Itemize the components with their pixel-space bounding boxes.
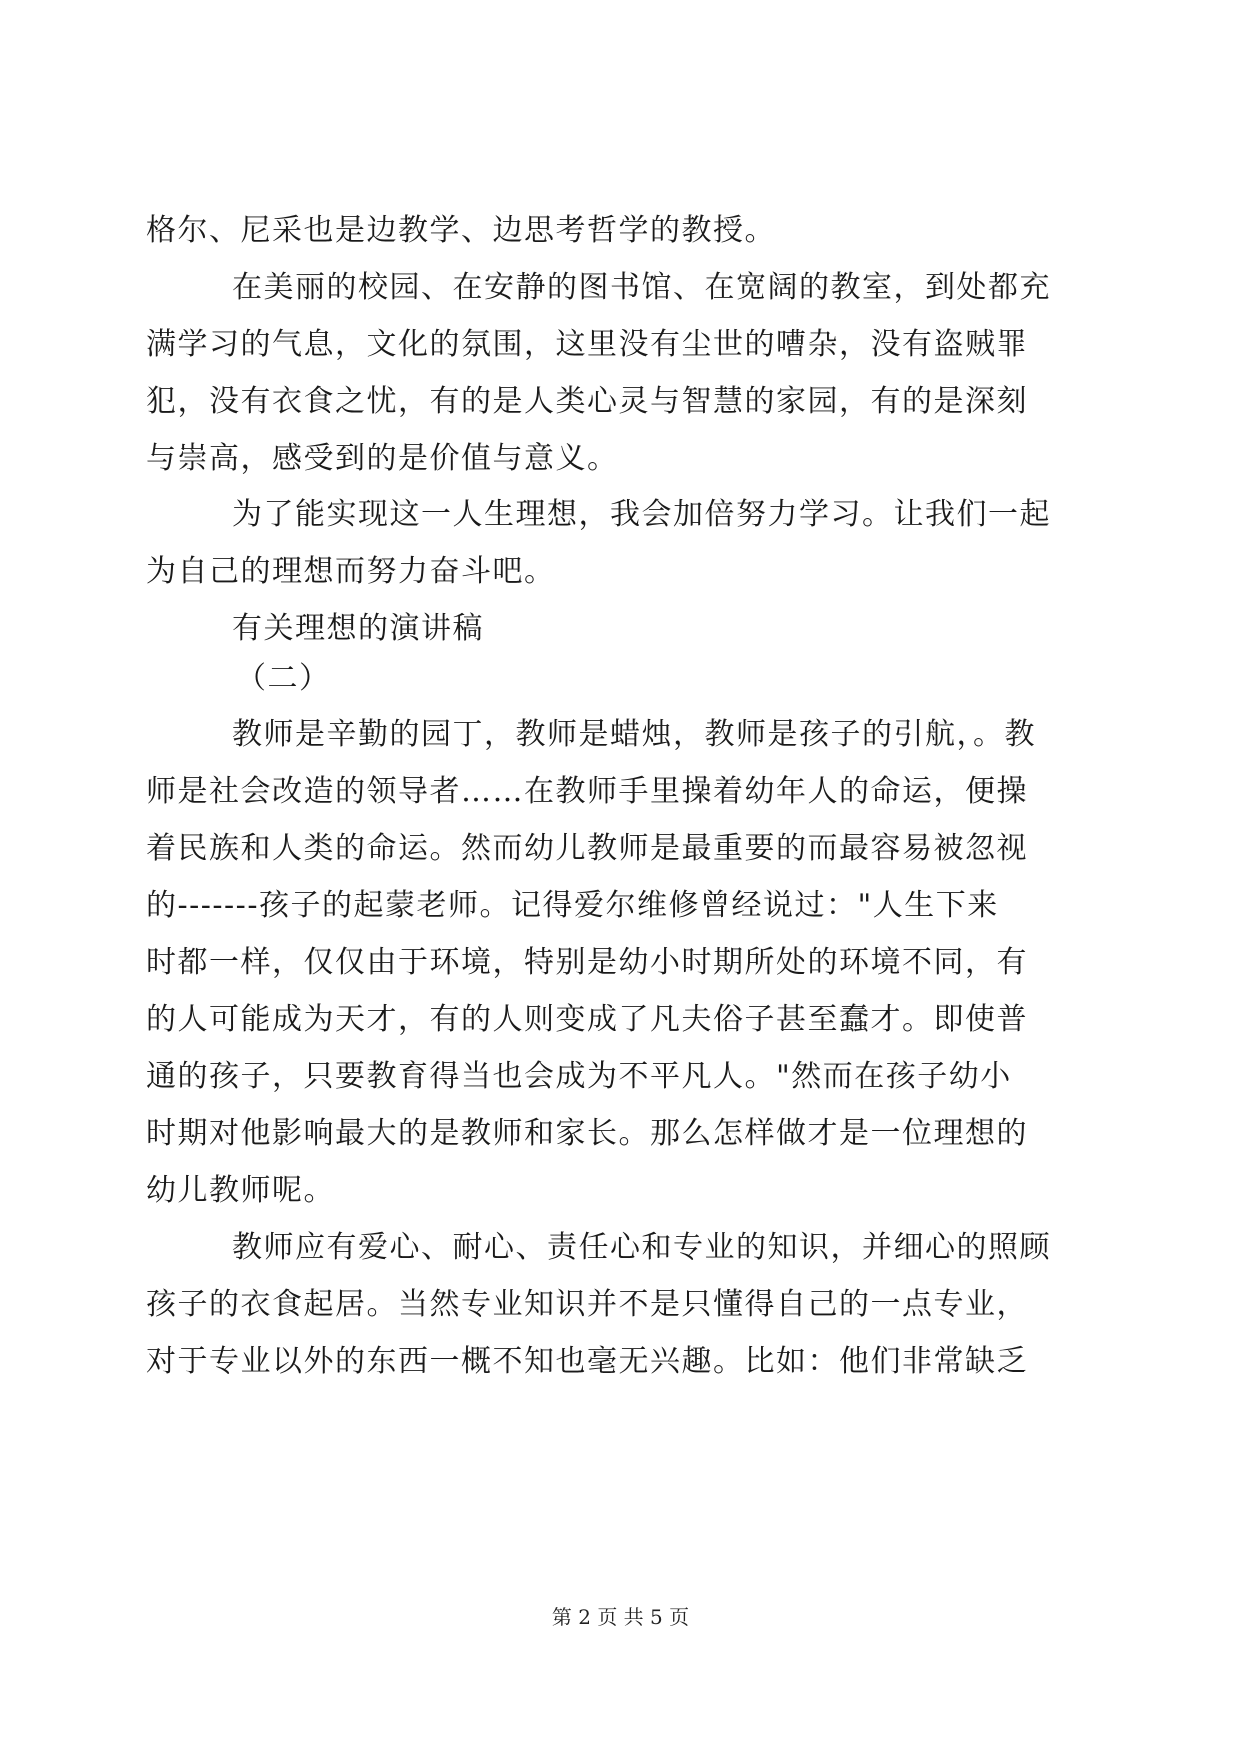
text-line: 与崇高，感受到的是价值与意义。 — [146, 441, 619, 476]
paragraph-start-line: 教师应有爱心、耐心、责任心和专业的知识，并细心的照顾 — [232, 1230, 1051, 1265]
text-line: 满学习的气息，文化的氛围，这里没有尘世的嘈杂，没有盗贼罪 — [146, 327, 1028, 362]
section-heading: 有关理想的演讲稿 — [232, 611, 484, 646]
section-number: （二） — [236, 661, 331, 696]
text-line: 格尔、尼采也是边教学、边思考哲学的教授。 — [146, 213, 776, 248]
text-line: 幼儿教师呢。 — [146, 1173, 335, 1208]
text-line: 通的孩子，只要教育得当也会成为不平凡人。"然而在孩子幼小 — [146, 1059, 1012, 1094]
text-line: 着民族和人类的命运。然而幼儿教师是最重要的而最容易被忽视 — [146, 831, 1028, 866]
paragraph-start-line: 在美丽的校园、在安静的图书馆、在宽阔的教室，到处都充 — [232, 270, 1051, 305]
text-line: 师是社会改造的领导者……在教师手里操着幼年人的命运，便操 — [146, 774, 1028, 809]
text-line: 的人可能成为天才，有的人则变成了凡夫俗子甚至蠢才。即使普 — [146, 1002, 1028, 1037]
text-line: 孩子的衣食起居。当然专业知识并不是只懂得自己的一点专业， — [146, 1287, 1028, 1322]
text-line: 犯，没有衣食之忧，有的是人类心灵与智慧的家园，有的是深刻 — [146, 384, 1028, 419]
text-line: 时期对他影响最大的是教师和家长。那么怎样做才是一位理想的 — [146, 1116, 1028, 1151]
page-footer: 第 2 页 共 5 页 — [551, 1605, 690, 1629]
text-line: 对于专业以外的东西一概不知也毫无兴趣。比如：他们非常缺乏 — [146, 1344, 1028, 1379]
text-line: 的-------孩子的起蒙老师。记得爱尔维修曾经说过："人生下来 — [146, 888, 999, 923]
paragraph-start-line: 教师是辛勤的园丁，教师是蜡烛，教师是孩子的引航，。教 — [232, 717, 1036, 752]
text-line: 为自己的理想而努力奋斗吧。 — [146, 554, 556, 589]
text-line: 时都一样，仅仅由于环境，特别是幼小时期所处的环境不同，有 — [146, 945, 1028, 980]
paragraph-start-line: 为了能实现这一人生理想，我会加倍努力学习。让我们一起 — [232, 497, 1051, 532]
